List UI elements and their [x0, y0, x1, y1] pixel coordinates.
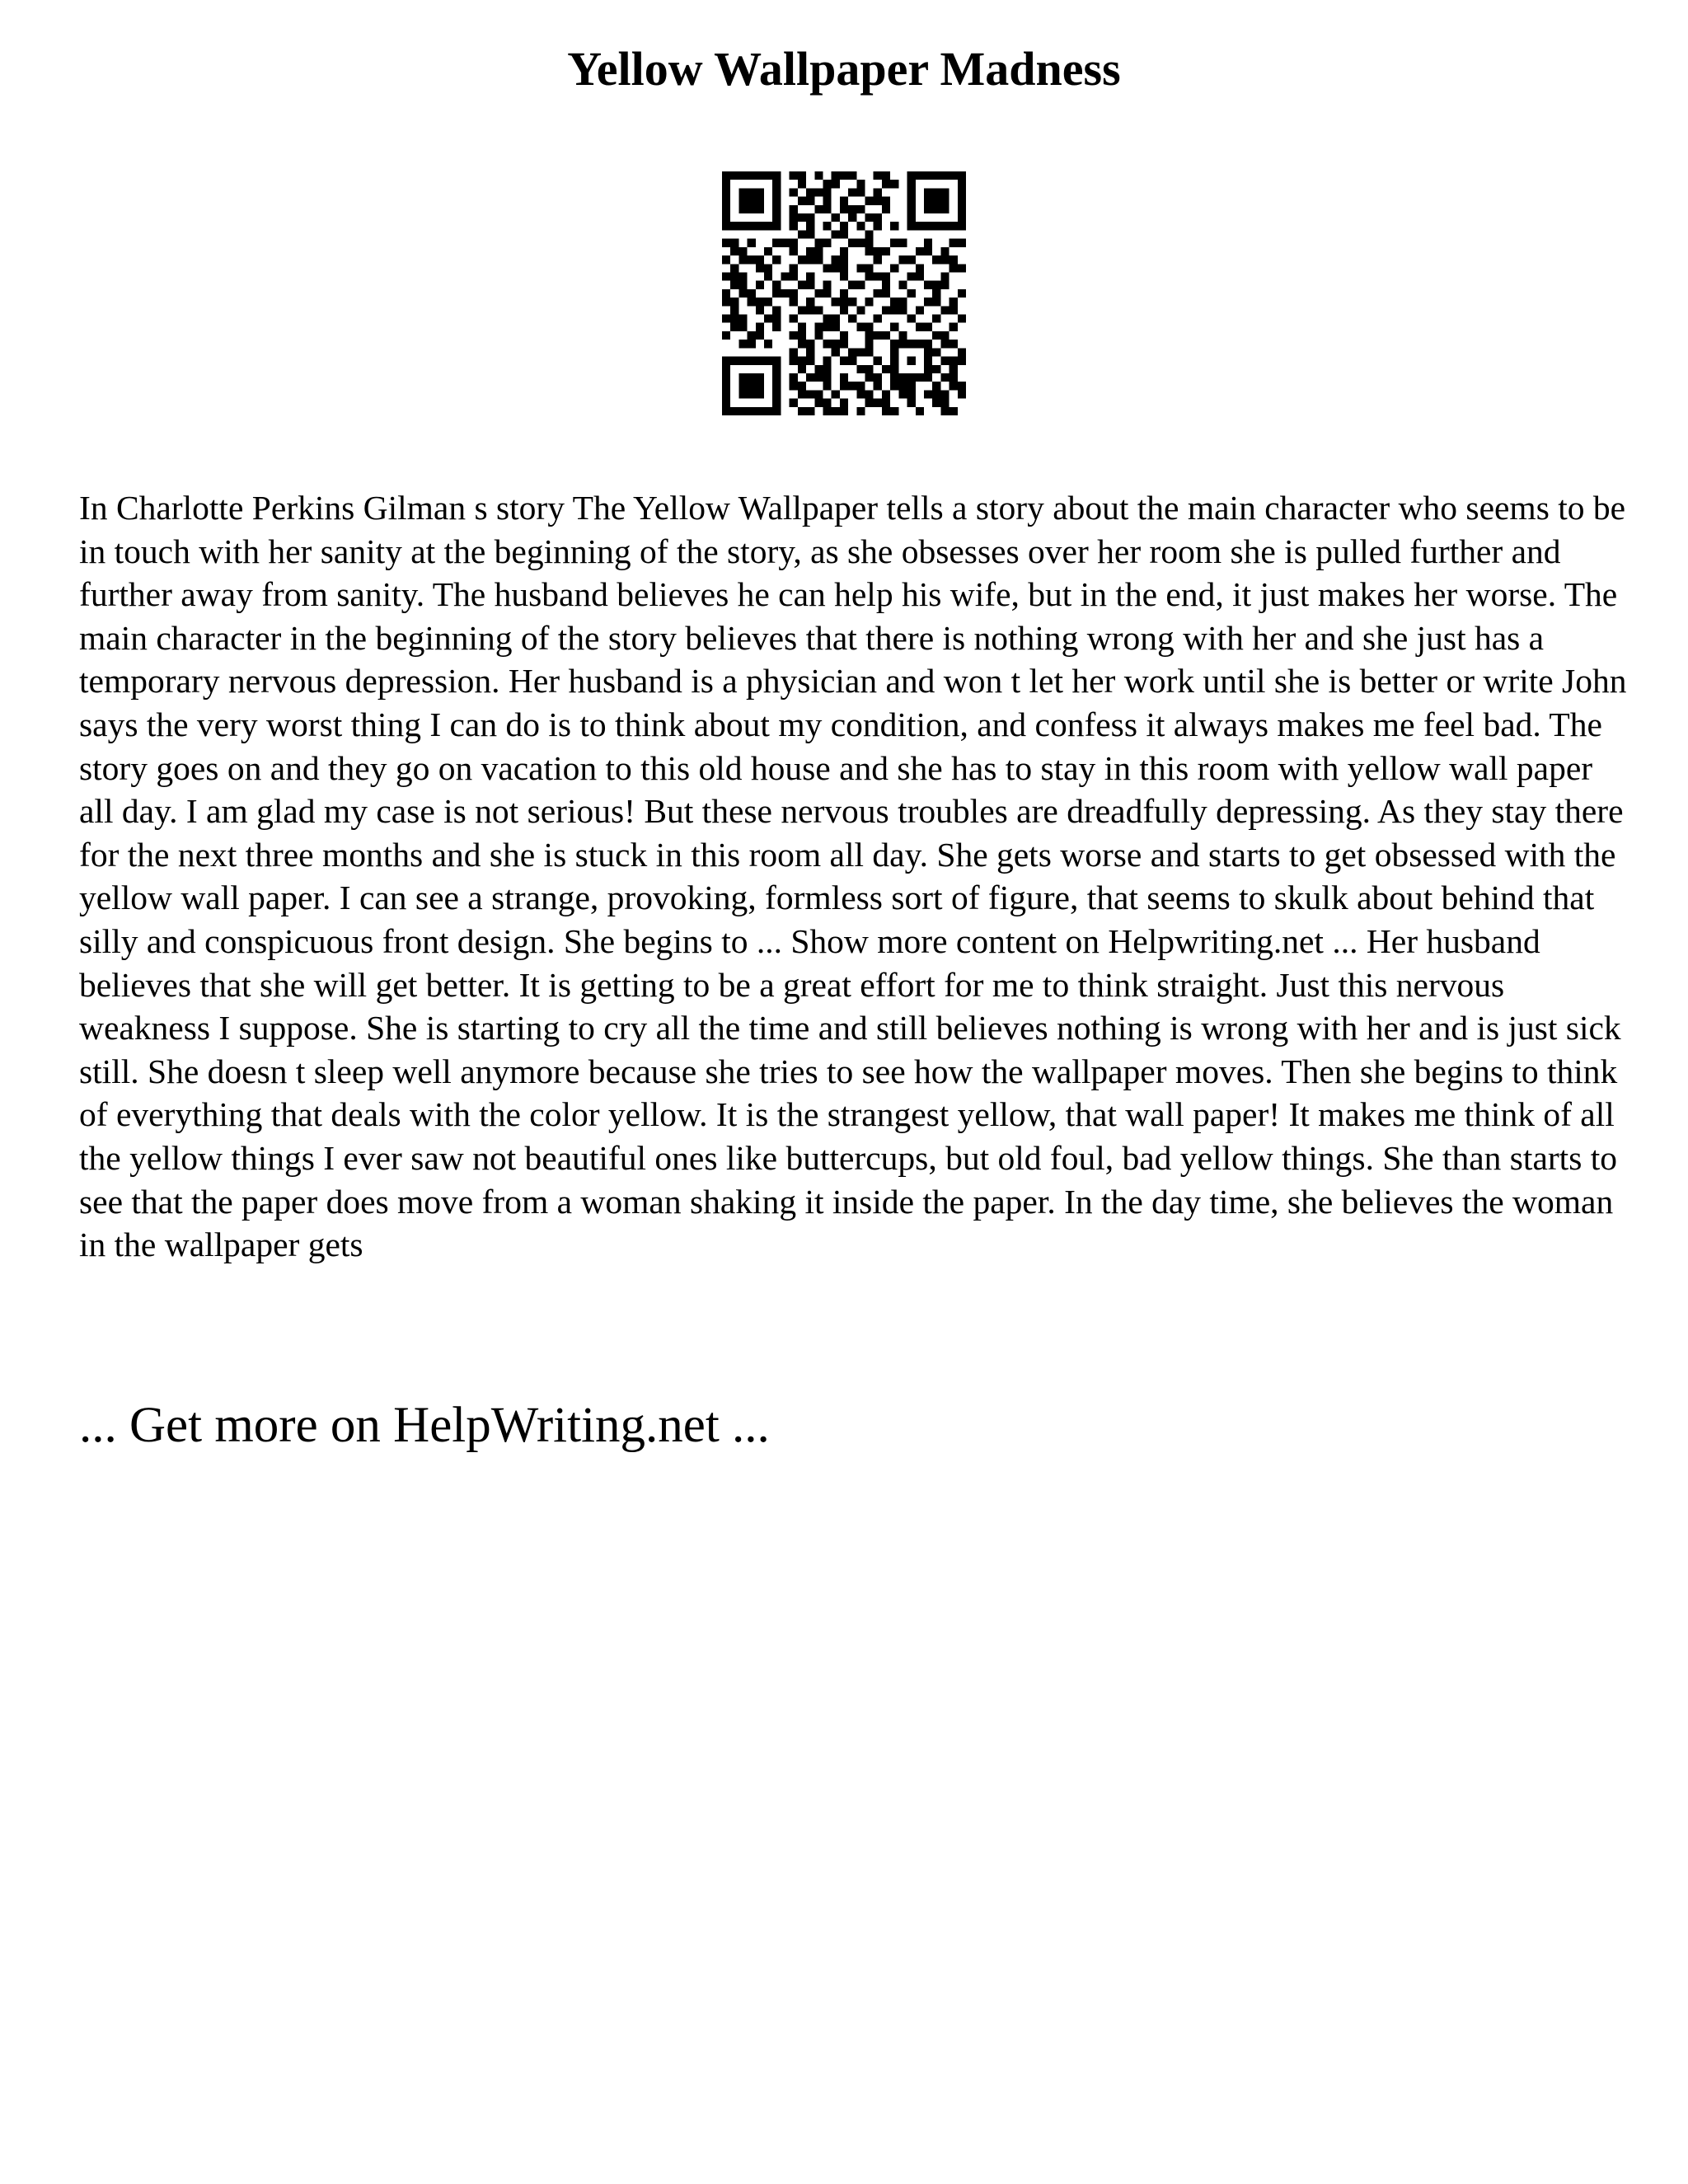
page-title: Yellow Wallpaper Madness: [567, 42, 1121, 96]
article-body: In Charlotte Perkins Gilman s story The Yellow Wallpaper tells a story about the main character who seems to be in touch with her sanity at the beginning of the story, as she obsesses over her room she is pulled further and further away from sanity. The husband believes he can help his wife, but in the end, it just makes her worse. The main character in the beginning of the story believes that there is nothing wrong with her and she just has a temporary nervous depression. Her husband is a physician and won t let her work until she is better or write John says the very worst thing I can do is to think about my condition, and confess it always makes me feel bad. The story goes on and they go on vacation to this old house and she has to stay in this room with yellow wall paper all day. I am glad my case is not serious! But these nervous troubles are dreadfully depressing. As they stay there for the next three months and she is stuck in this room all day. She gets worse and starts to get obsessed with the yellow wall paper. I can see a strange, provoking, formless sort of figure, that seems to skulk about behind that silly and conspicuous front design. She begins to ... Show more content on Helpwriting.net ... Her husband believes that she will get better. It is getting to be a great effort for me to think straight. Just this nervous weakness I suppose. She is starting to cry all the time and still believes nothing is wrong with her and is just sick still. She doesn t sleep well anymore because she tries to see how the wallpaper moves. Then she begins to think of everything that deals with the color yellow. It is the strangest yellow, that wall paper! It makes me think of all the yellow things I ever saw not beautiful ones like buttercups, but old foul, bad yellow things. She than starts to see that the paper does move from a woman shaking it inside the paper. In the day time, she believes the woman in the wallpaper gets: [79, 489, 1627, 1264]
qr-code-icon: [722, 171, 966, 415]
get-more-link[interactable]: ... Get more on HelpWriting.net ...: [79, 1398, 770, 1453]
